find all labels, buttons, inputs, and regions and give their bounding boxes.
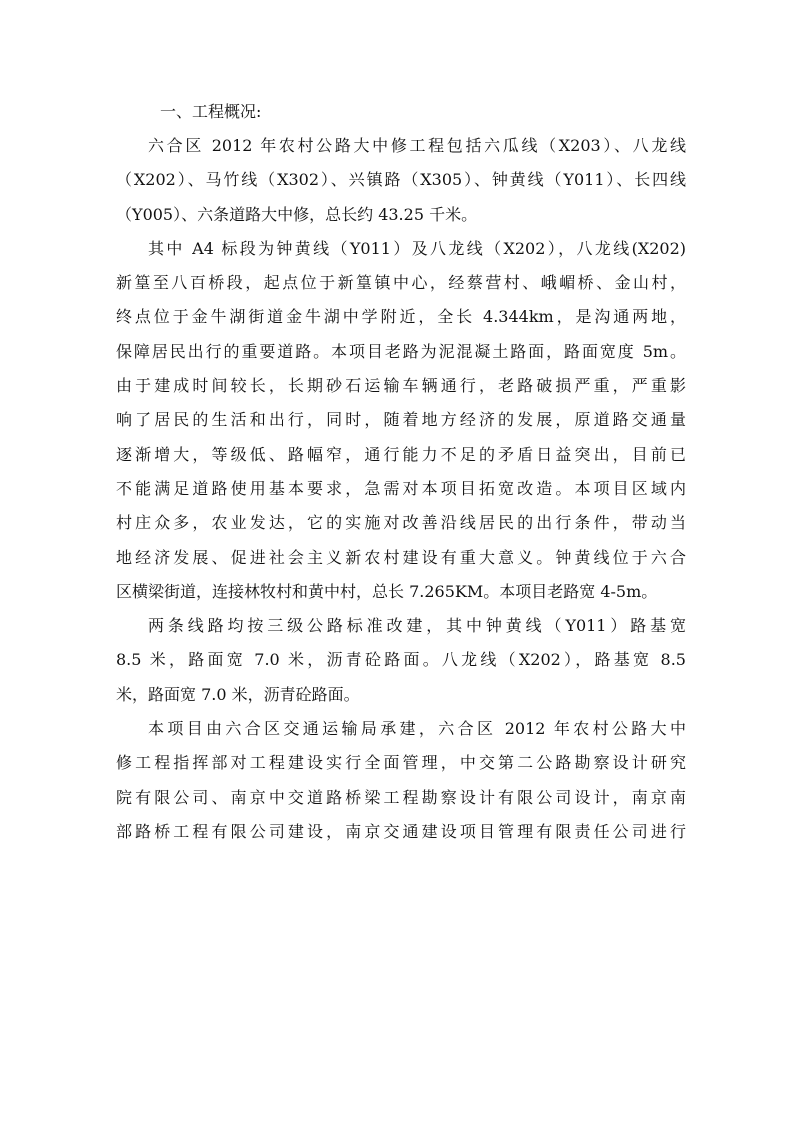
text-line: 村庄众多，农业发达，它的实施对改善沿线居民的出行条件，带动当 bbox=[116, 513, 686, 533]
text-line: 本项目由六合区交通运输局承建，六合区 2012 年农村公路大中 bbox=[148, 719, 686, 739]
text-line: 部路桥工程有限公司建设，南京交通建设项目管理有限责任公司进行 bbox=[116, 821, 686, 841]
text-line: 逐渐增大，等级低、路幅窄，通行能力不足的矛盾日益突出，目前已 bbox=[116, 444, 686, 464]
text-line: 其中 A4 标段为钟黄线（Y011）及八龙线（X202），八龙线(X202) bbox=[148, 238, 686, 258]
text-line: 修工程指挥部对工程建设实行全面管理，中交第二公路勘察设计研究 bbox=[116, 753, 686, 773]
text-line: 8.5 米，路面宽 7.0 米，沥青砼路面。八龙线（X202），路基宽 8.5 bbox=[116, 650, 686, 670]
text-line: 终点位于金牛湖街道金牛湖中学附近，全长 4.344km，是沟通两地， bbox=[116, 307, 686, 327]
section-heading: 一、工程概况: bbox=[160, 102, 262, 121]
paragraph-section-a4 bbox=[116, 232, 686, 609]
text-line: 六合区 2012 年农村公路大中修工程包括六瓜线（X203）、八龙线 bbox=[148, 136, 686, 155]
document-body bbox=[116, 95, 686, 849]
text-line: （Y005）、六条道路大中修，总长约 43.25 千米。 bbox=[116, 204, 478, 224]
text-line: 不能满足道路使用基本要求，急需对本项目拓宽改造。本项目区域内 bbox=[116, 478, 686, 498]
text-line: 保障居民出行的重要道路。本项目老路为泥混凝土路面，路面宽度 5m。 bbox=[116, 341, 686, 361]
paragraph-road-standard bbox=[116, 609, 686, 712]
text-line: 响了居民的生活和出行，同时，随着地方经济的发展，原道路交通量 bbox=[116, 410, 686, 430]
text-line: 新篁至八百桥段，起点位于新篁镇中心，经蔡营村、峨嵋桥、金山村， bbox=[116, 273, 686, 293]
text-line: 由于建成时间较长，长期砂石运输车辆通行，老路破损严重，严重影 bbox=[116, 376, 686, 396]
text-line: （X202）、马竹线（X302）、兴镇路（X305）、钟黄线（Y011）、长四线 bbox=[116, 170, 686, 190]
text-line: 米，路面宽 7.0 米，沥青砼路面。 bbox=[116, 684, 360, 704]
paragraph-project-scope bbox=[116, 129, 686, 232]
text-line: 区横梁街道，连接林牧村和黄中村，总长 7.265KM。本项目老路宽 4-5m。 bbox=[116, 581, 658, 601]
text-line: 院有限公司、南京中交道路桥梁工程勘察设计有限公司设计，南京南 bbox=[116, 787, 686, 807]
paragraph-project-organization bbox=[116, 712, 686, 849]
text-line: 地经济发展、促进社会主义新农村建设有重大意义。钟黄线位于六合 bbox=[116, 547, 686, 567]
text-line: 两条线路均按三级公路标准改建，其中钟黄线（Y011）路基宽 bbox=[148, 616, 686, 636]
